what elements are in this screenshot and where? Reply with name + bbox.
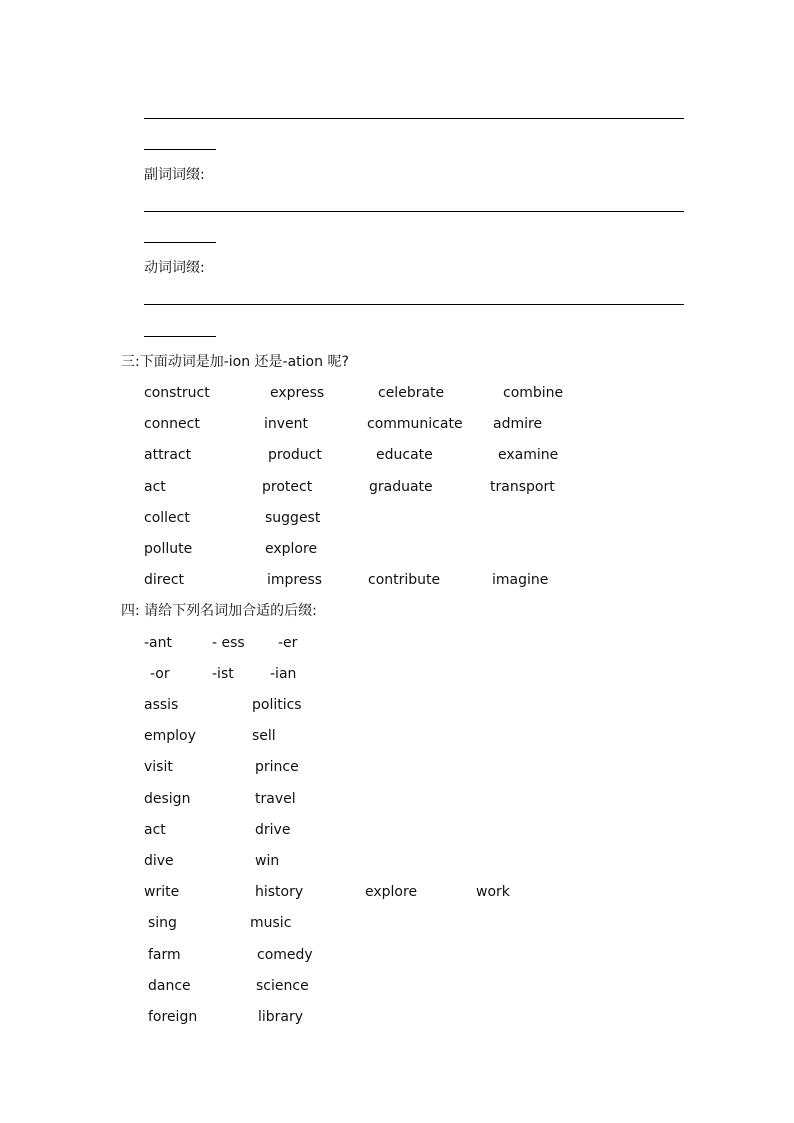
word: prince xyxy=(255,759,299,775)
word: express xyxy=(270,385,325,401)
suffix: -ian xyxy=(270,666,297,682)
word: suggest xyxy=(265,510,321,526)
word: dance xyxy=(148,978,191,994)
word: dive xyxy=(144,853,174,869)
word: act xyxy=(144,822,166,838)
section4-title: 四: 请给下列名词加合适的后缀: xyxy=(121,603,317,619)
word: visit xyxy=(144,759,173,775)
word: protect xyxy=(262,479,313,495)
word: travel xyxy=(255,791,296,807)
verb-suffix-label: 动词词缀: xyxy=(144,260,205,276)
word: impress xyxy=(267,572,323,588)
word: design xyxy=(144,791,191,807)
word: construct xyxy=(144,385,210,401)
word: act xyxy=(144,479,166,495)
word: drive xyxy=(255,822,291,838)
word: work xyxy=(476,884,510,900)
suffix: - ess xyxy=(212,635,245,651)
word: connect xyxy=(144,416,200,432)
word: assis xyxy=(144,697,179,713)
answer-line xyxy=(144,118,684,119)
word: win xyxy=(255,853,280,869)
answer-line xyxy=(144,211,684,212)
word: contribute xyxy=(368,572,441,588)
word: foreign xyxy=(148,1009,198,1025)
word: music xyxy=(250,915,292,931)
word: transport xyxy=(490,479,555,495)
suffix: -ant xyxy=(144,635,172,651)
word: attract xyxy=(144,447,192,463)
answer-line-short xyxy=(144,336,216,337)
word: pollute xyxy=(144,541,193,557)
word: direct xyxy=(144,572,185,588)
answer-line xyxy=(144,304,684,305)
word: sell xyxy=(252,728,276,744)
word: educate xyxy=(376,447,433,463)
word: science xyxy=(256,978,309,994)
answer-line-short xyxy=(144,149,216,150)
word: sing xyxy=(148,915,177,931)
word: invent xyxy=(264,416,309,432)
word: communicate xyxy=(367,416,463,432)
word: explore xyxy=(265,541,318,557)
word: examine xyxy=(498,447,559,463)
word: library xyxy=(258,1009,304,1025)
word: admire xyxy=(493,416,543,432)
suffix: -er xyxy=(278,635,298,651)
answer-line-short xyxy=(144,242,216,243)
word: employ xyxy=(144,728,196,744)
word: collect xyxy=(144,510,190,526)
word: history xyxy=(255,884,304,900)
word: explore xyxy=(365,884,418,900)
word: write xyxy=(144,884,180,900)
suffix: -ist xyxy=(212,666,234,682)
word: comedy xyxy=(257,947,313,963)
word: combine xyxy=(503,385,564,401)
word: farm xyxy=(148,947,181,963)
word: celebrate xyxy=(378,385,445,401)
word: graduate xyxy=(369,479,433,495)
suffix: -or xyxy=(150,666,170,682)
word: product xyxy=(268,447,322,463)
adverb-suffix-label: 副词词缀: xyxy=(144,167,205,183)
section3-title: 三:下面动词是加-ion 还是-ation 呢? xyxy=(121,354,349,370)
word: imagine xyxy=(492,572,549,588)
word: politics xyxy=(252,697,302,713)
